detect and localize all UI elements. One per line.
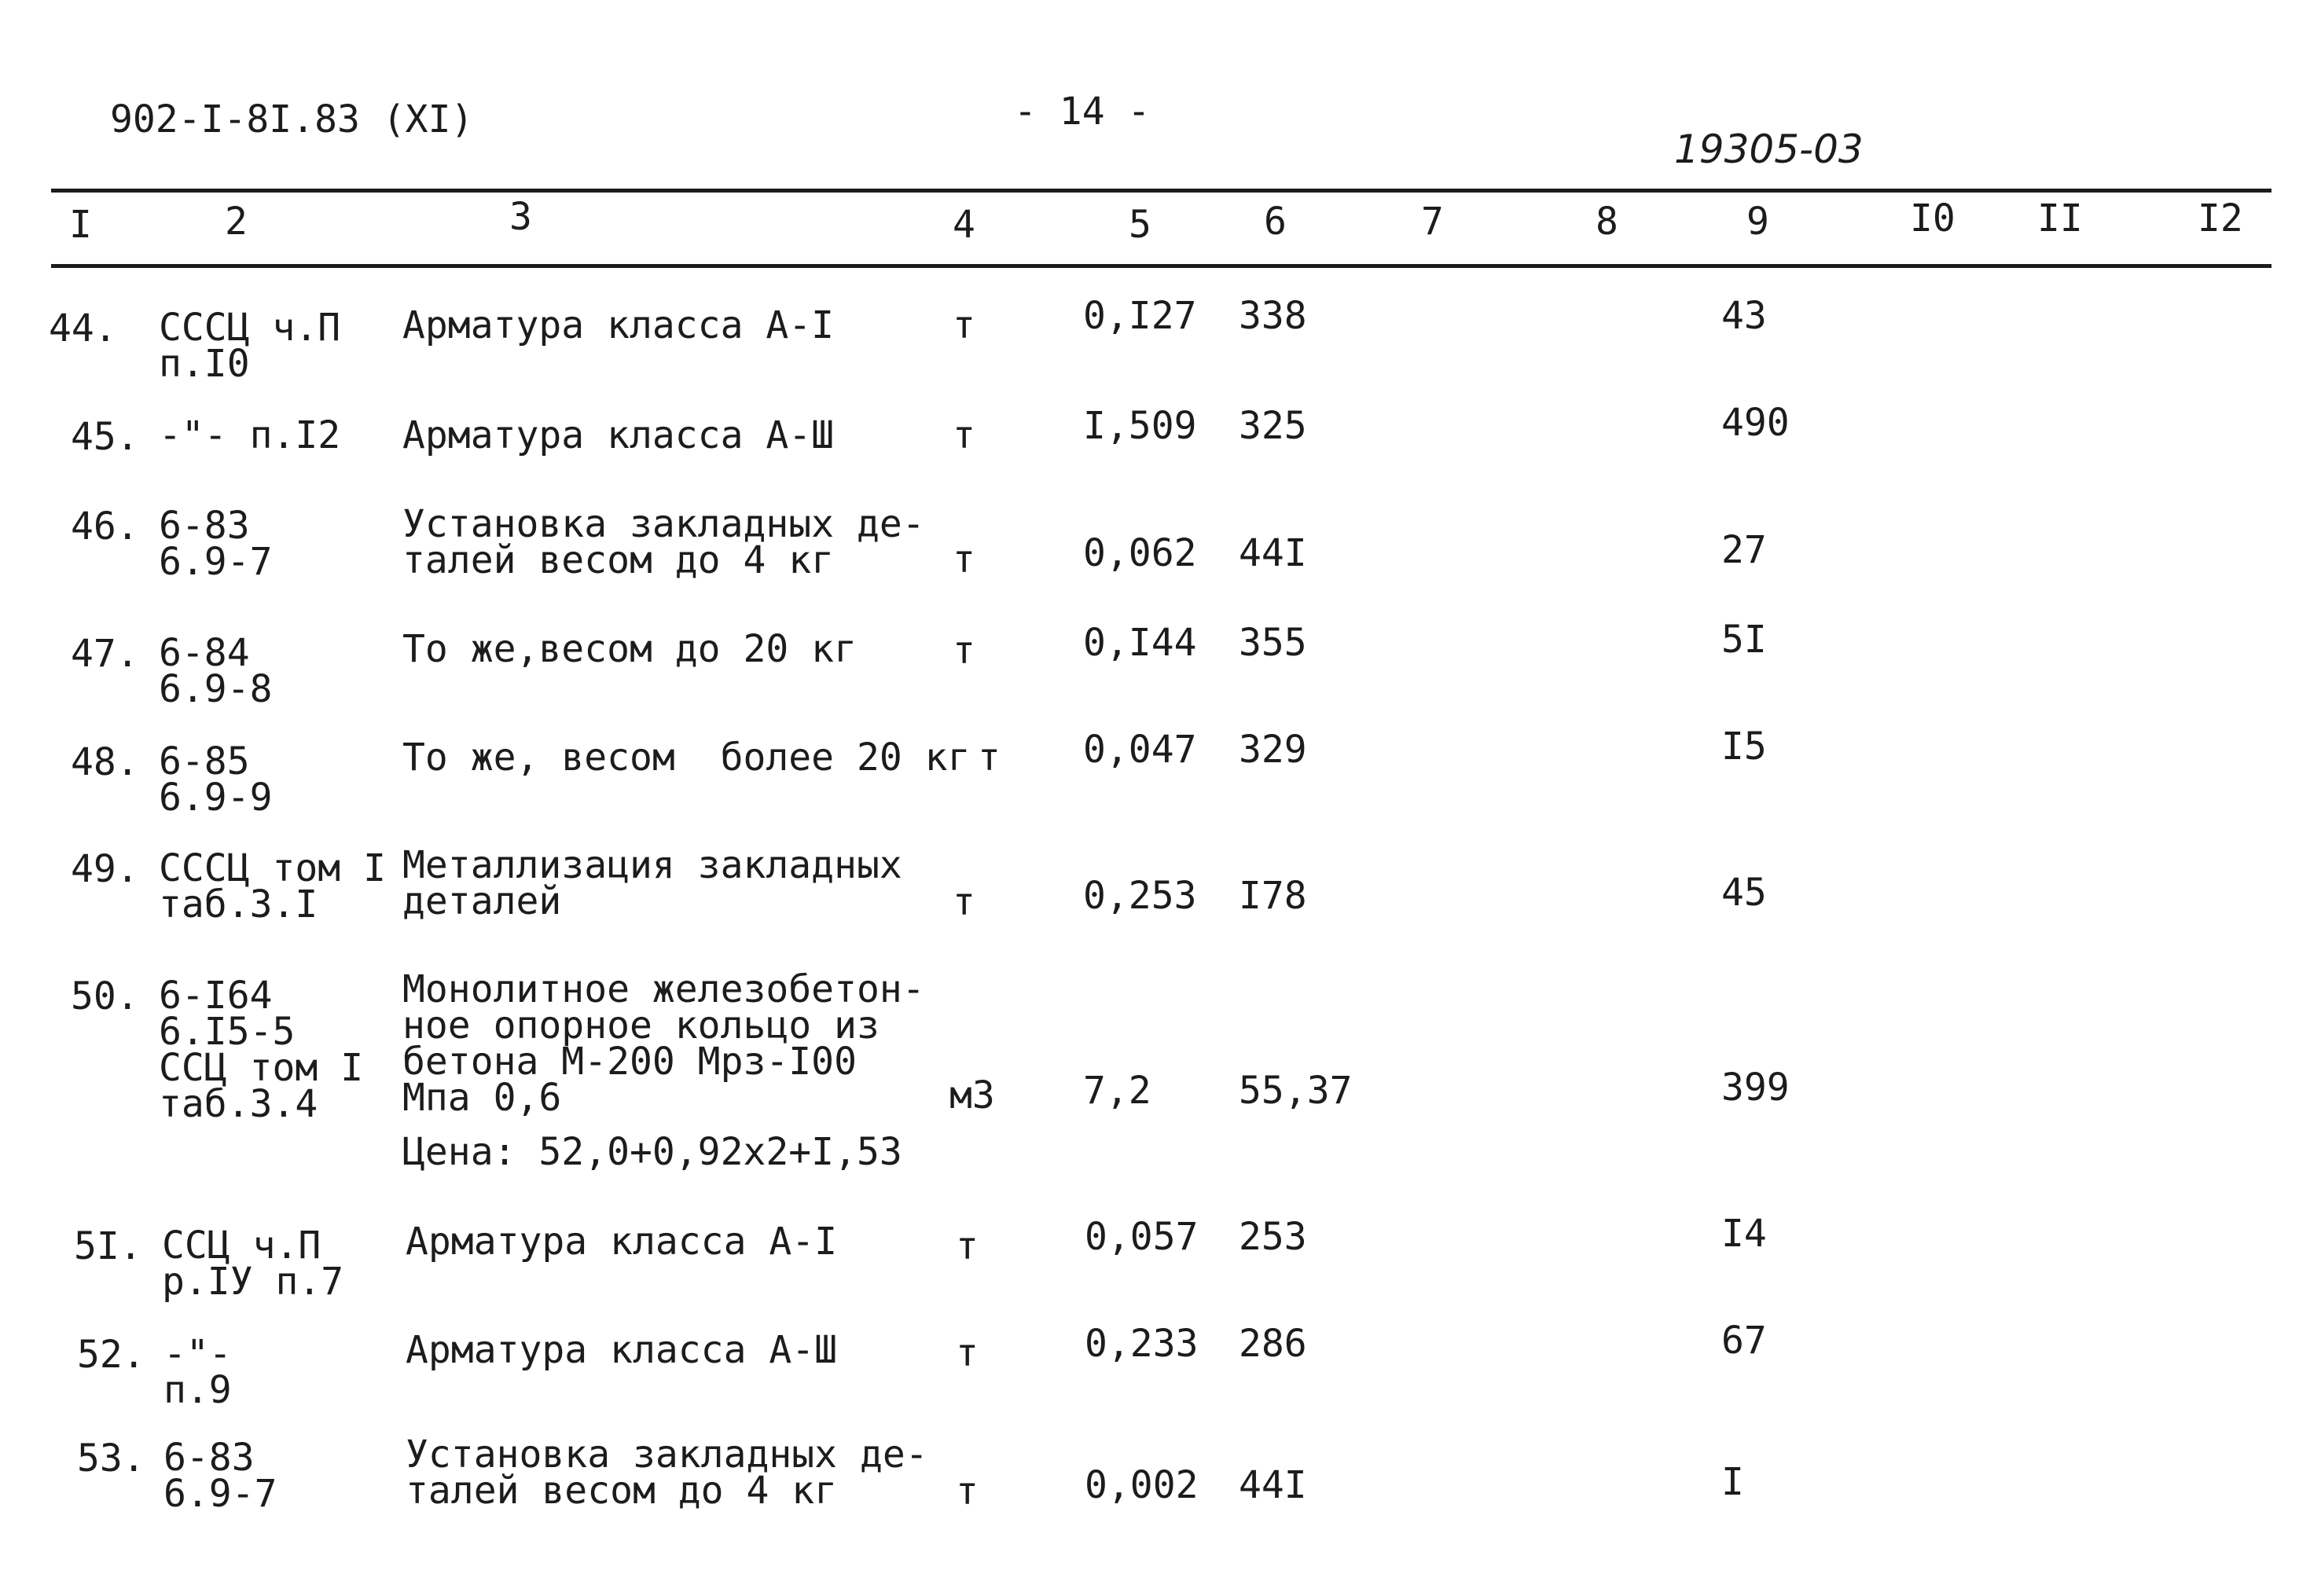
unit-price: 325 [1239,404,1307,448]
price-reference: -"- п.9 [163,1332,232,1412]
unit: т [953,303,975,347]
row-number: 52. [77,1333,145,1377]
unit-price: 338 [1239,294,1307,338]
work-description: Арматура класса А-Ш [406,1328,838,1372]
quantity: 0,I44 [1083,621,1197,665]
price-reference: 6-I64 6.I5-5 ССЦ том I таб.3.4 [159,974,364,1126]
total-cost: 67 [1721,1319,1767,1363]
total-cost: 45 [1721,871,1767,915]
column-header: 5 [1129,203,1151,247]
unit-price: 44I [1239,1463,1307,1507]
total-cost: I [1721,1460,1744,1504]
unit-price: I78 [1239,874,1307,918]
price-reference: -"- п.I2 [159,413,341,457]
quantity: I,509 [1083,404,1197,448]
quantity: 0,062 [1083,531,1197,575]
unit-price: 286 [1239,1322,1307,1366]
column-header: 6 [1264,200,1287,244]
total-cost: 490 [1721,401,1790,445]
total-cost: 5I [1721,618,1767,662]
row-number: 46. [71,504,139,549]
work-description: Установка закладных де- талей весом до 4 кг [406,1433,928,1513]
unit: т [953,629,975,673]
column-header: 8 [1596,200,1618,244]
price-reference: 6-83 6.9-7 [163,1436,277,1516]
unit-price: 55,37 [1239,1069,1353,1113]
row-number: 48. [71,740,139,784]
total-cost: I4 [1721,1212,1767,1256]
column-header: I0 [1910,196,1956,240]
unit-price: 44I [1239,531,1307,575]
quantity: 0,233 [1085,1322,1199,1366]
header-bottom-rule [51,264,2271,268]
unit: т [978,736,1001,780]
row-number: 50. [71,974,139,1018]
unit: т [956,1469,979,1513]
column-header: 7 [1421,200,1444,244]
unit-price: 355 [1239,621,1307,665]
unit: т [953,538,975,582]
price-reference: СССЦ ч.П п.I0 [159,306,341,386]
total-cost: I5 [1721,725,1767,769]
document-code: 902-I-8I.83 (XI) [110,97,474,141]
column-header: I2 [2198,196,2243,240]
row-number: 47. [71,632,139,676]
top-rule [51,189,2271,193]
total-cost: 27 [1721,528,1767,572]
work-description: Арматура класса А-I [402,303,835,347]
row-number: 45. [71,415,139,459]
unit-price: 253 [1239,1215,1307,1259]
column-header: I [69,203,92,247]
unit: т [956,1224,979,1268]
total-cost: 399 [1721,1066,1790,1110]
page-number: - 14 - [1014,90,1151,134]
work-description: То же, весом более 20 кг [402,736,971,780]
quantity: 0,002 [1085,1463,1199,1507]
work-description: Арматура класса А-Ш [402,413,835,457]
quantity: 7,2 [1083,1069,1151,1113]
unit: м3 [949,1073,995,1117]
column-header: 9 [1746,200,1769,244]
price-reference: СССЦ том I таб.3.I [159,846,386,926]
price-reference: 6-85 6.9-9 [159,739,273,820]
work-description: Арматура класса А-I [406,1220,838,1264]
total-cost: 43 [1721,294,1767,338]
unit: т [953,413,975,457]
column-header: 2 [225,200,248,244]
unit: т [956,1331,979,1375]
row-number: 44. [49,306,117,350]
handwritten-registration-code: 19305-03 [1674,127,1864,172]
column-header: II [2037,196,2083,240]
work-description: Монолитное железобетон- ное опорное кольцо из бетона М-200 Мрз-I00 Мпа 0,6 [402,967,925,1120]
work-description: Металлизация закладных деталей [402,843,902,923]
row-number: 53. [77,1436,145,1480]
unit-price: 329 [1239,728,1307,772]
work-description: То же,весом до 20 кг [402,627,857,671]
column-header: 3 [509,195,532,239]
column-header: 4 [953,203,975,247]
work-description: Установка закладных де- талей весом до 4 кг [402,502,925,582]
row-number: 49. [71,847,139,891]
quantity: 0,047 [1083,728,1197,772]
quantity: 0,253 [1083,874,1197,918]
price-reference: 6-84 6.9-8 [159,631,273,711]
price-reference: 6-83 6.9-7 [159,504,273,584]
unit: т [953,880,975,924]
price-reference: ССЦ ч.П р.IУ п.7 [162,1224,344,1304]
price-calculation-note: Цена: 52,0+0,92х2+I,53 [402,1130,902,1174]
row-number: 5I. [74,1224,142,1268]
quantity: 0,057 [1085,1215,1199,1259]
quantity: 0,I27 [1083,294,1197,338]
